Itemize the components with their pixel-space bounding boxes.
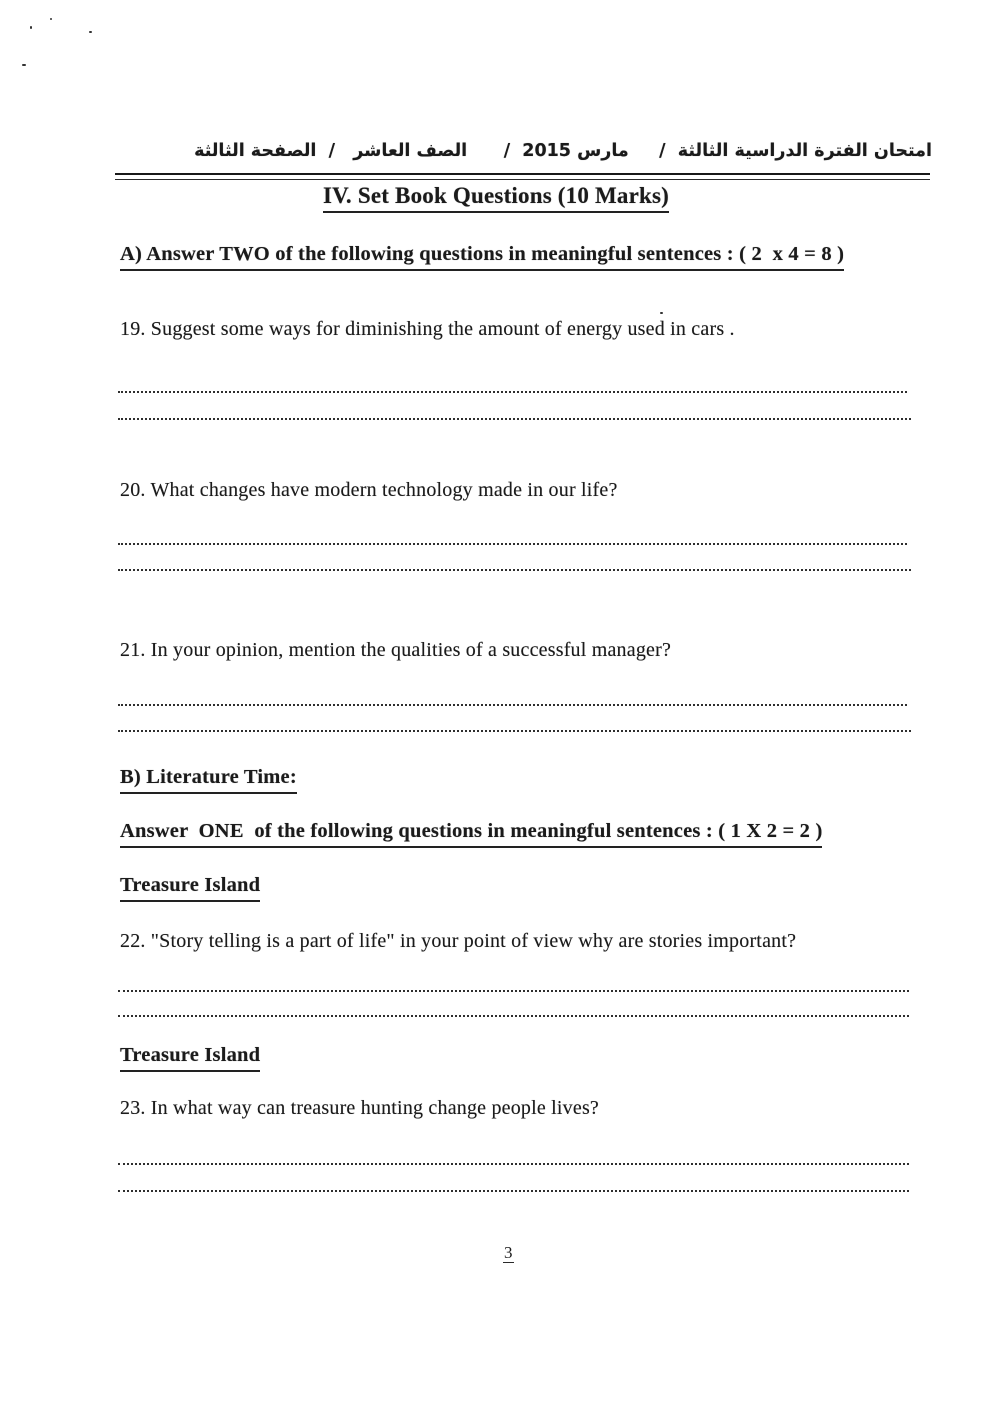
exam-header-arabic: امتحان الفترة الدراسية الثالثة / مارس 2015 / الصف العاشر / الصفحة الثالثة	[194, 141, 932, 161]
answer-line	[118, 418, 911, 420]
answer-line	[118, 391, 907, 393]
header-divider	[115, 173, 930, 180]
question-20: 20. What changes have modern technology made in our life?	[120, 479, 618, 501]
page-number-row	[503, 1243, 514, 1263]
question-22: 22. "Story telling is a part of life" in your point of view why are stories important?	[120, 930, 797, 952]
answer-line	[118, 569, 911, 571]
book-title-treasure-island: Treasure Island	[120, 1044, 261, 1066]
section-b-instruction-row	[120, 818, 822, 848]
answer-line	[118, 1190, 909, 1192]
scan-speck	[50, 18, 52, 20]
question-21: 21. In your opinion, mention the qualities of a successful manager?	[120, 639, 672, 661]
book-title-row	[120, 1042, 260, 1072]
answer-line	[118, 1163, 909, 1165]
section-b-heading-row	[120, 764, 297, 794]
book-title-row	[120, 872, 260, 902]
answer-line	[118, 1015, 909, 1017]
section-title-row	[0, 182, 992, 213]
question-19: 19. Suggest some ways for diminishing the amount of energy used in cars .	[120, 318, 735, 340]
scan-speck	[660, 312, 663, 314]
answer-line	[118, 730, 911, 732]
book-title-treasure-island: Treasure Island	[120, 874, 261, 896]
section-b-instruction: Answer ONE of the following questions in meaningful sentences : ( 1 X 2 = 2 )	[120, 820, 823, 842]
scan-speck	[30, 26, 32, 29]
scan-speck	[89, 31, 92, 33]
section-title: IV. Set Book Questions (10 Marks)	[322, 183, 670, 208]
section-a-heading: A) Answer TWO of the following questions in meaningful sentences : ( 2 x 4 = 8 )	[120, 243, 845, 265]
answer-line	[118, 543, 907, 545]
question-23: 23. In what way can treasure hunting change people lives?	[120, 1097, 600, 1119]
answer-line	[118, 704, 907, 706]
page-number: 3	[504, 1243, 513, 1262]
section-b-heading: B) Literature Time:	[120, 766, 297, 788]
scan-speck	[22, 64, 26, 66]
section-a-heading-row	[120, 241, 844, 271]
answer-line	[118, 990, 909, 992]
